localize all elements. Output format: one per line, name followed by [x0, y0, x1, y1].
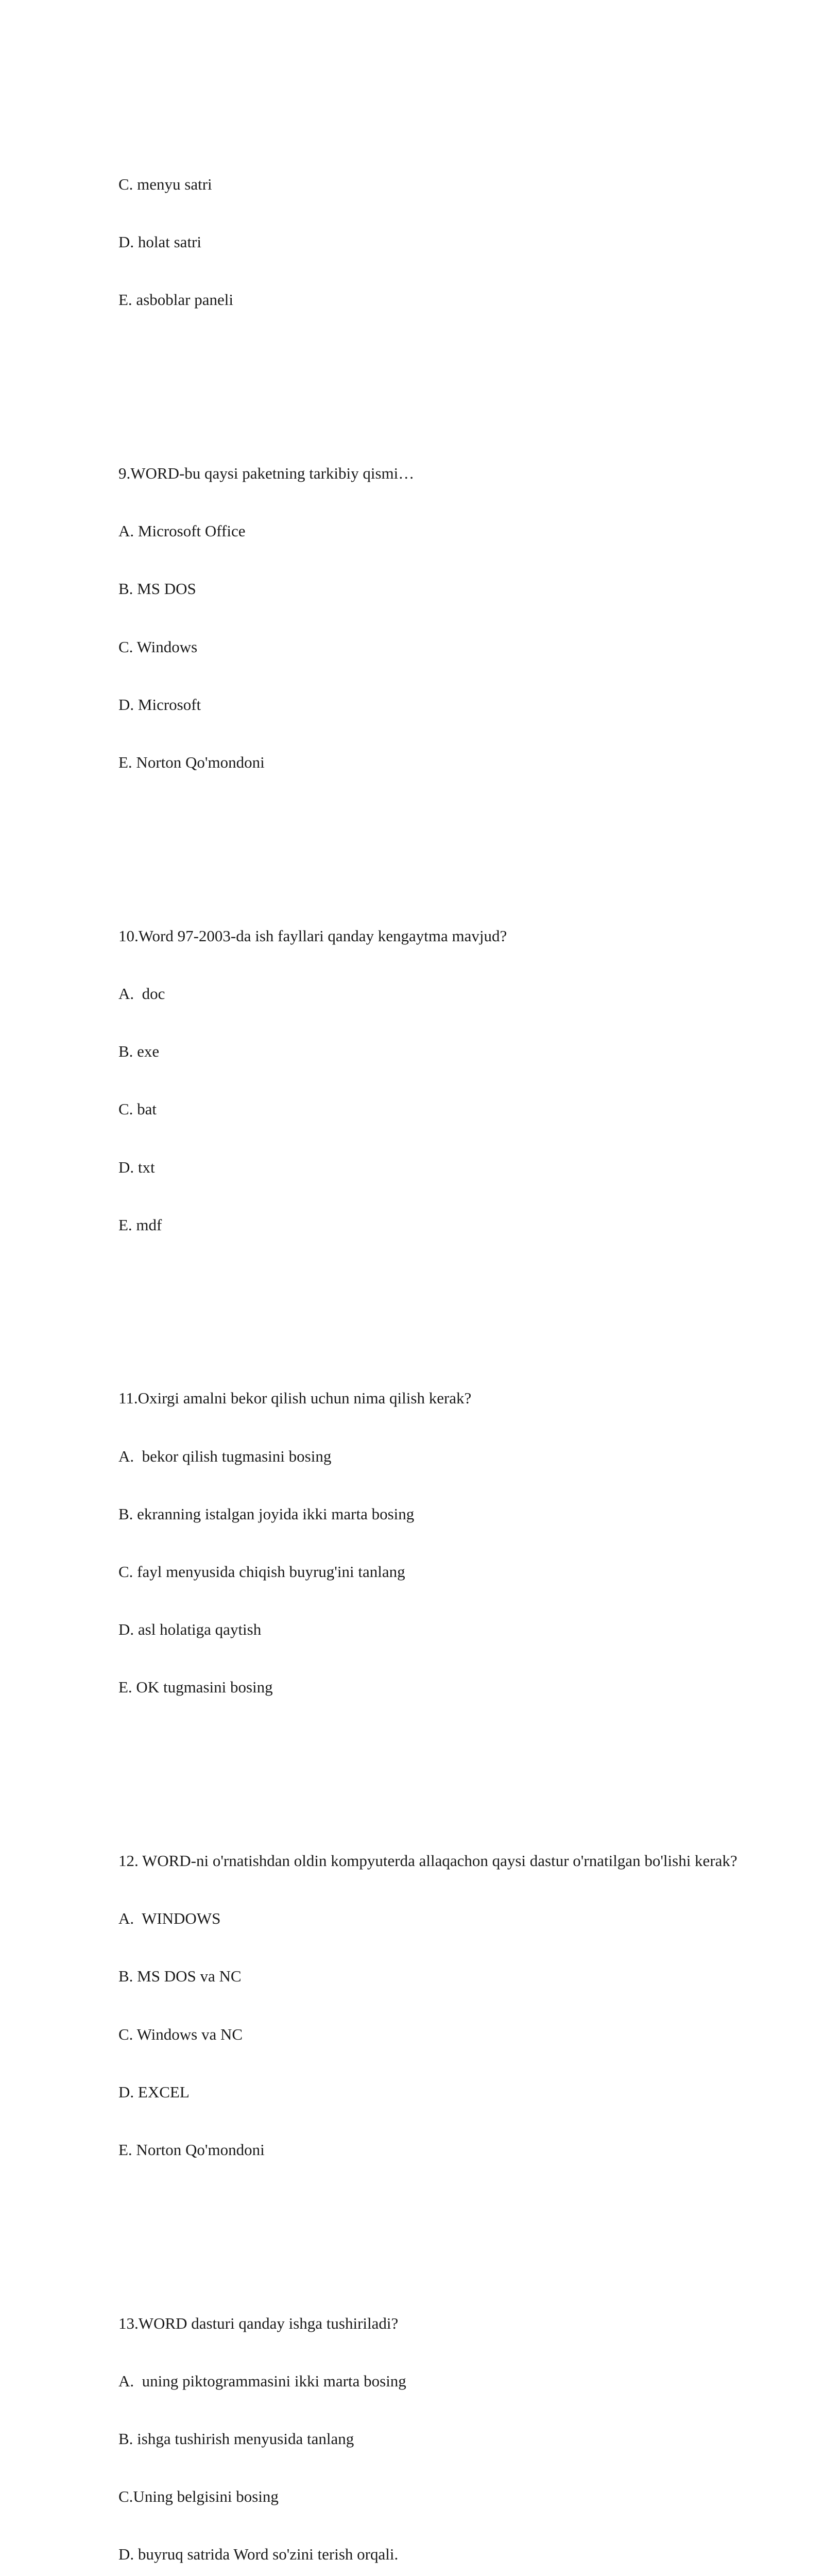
option-line: A. WINDOWS: [118, 1909, 221, 1928]
question-text: 12. WORD-ni o'rnatishdan oldin kompyuterda allaqachon qaysi dastur o'rnatilgan bo'lishi kerak?: [118, 1851, 737, 1870]
option-line: A. bekor qilish tugmasini bosing: [118, 1447, 332, 1465]
option-line: B. MS DOS: [118, 580, 196, 598]
option-line: E. Norton Qo'mondoni: [118, 753, 265, 772]
question-block-10: [118, 888, 803, 1273]
option-line: C. menyu satri: [118, 175, 212, 194]
option-line: B. ekranning istalgan joyida ikki marta bosing: [118, 1504, 415, 1523]
question-text: 10.Word 97-2003-da ish fayllari qanday kengaytma mavjud?: [118, 926, 507, 945]
option-line: C. Windows va NC: [118, 2025, 243, 2043]
question-text: 11.Oxirgi amalni bekor qilish uchun nima qilish kerak?: [118, 1389, 472, 1408]
option-line: D. EXCEL: [118, 2082, 190, 2101]
option-line: D. holat satri: [118, 233, 201, 251]
option-line: C. Windows: [118, 637, 198, 656]
option-line: E. mdf: [118, 1215, 162, 1234]
option-line: D. asl holatiga qaytish: [118, 1620, 262, 1639]
option-line: C. fayl menyusida chiqish buyrug'ini tanlang: [118, 1562, 405, 1581]
option-line: D. Microsoft: [118, 695, 201, 714]
option-line: D. txt: [118, 1158, 155, 1176]
option-line: C. bat: [118, 1100, 157, 1118]
option-line: B. MS DOS va NC: [118, 1967, 242, 1986]
question-block-11: [118, 1350, 803, 1736]
option-line: B. ishga tushirish menyusida tanlang: [118, 2430, 354, 2448]
question-block-13: [118, 2275, 803, 2576]
option-line: A. uning piktogrammasini ikki marta bosing: [118, 2371, 406, 2390]
question-block-9: [118, 425, 803, 810]
document-content: [118, 78, 803, 2576]
question-block-12: [118, 1812, 803, 2198]
option-line: A. doc: [118, 984, 165, 1003]
option-line: E. asboblar paneli: [118, 291, 233, 309]
option-line: E. Norton Qo'mondoni: [118, 2141, 265, 2159]
option-line: B. exe: [118, 1042, 160, 1061]
option-line: D. buyruq satrida Word so'zini terish orqali.: [118, 2545, 399, 2564]
option-line: E. OK tugmasini bosing: [118, 1678, 273, 1697]
question-text: 13.WORD dasturi qanday ishga tushiriladi?: [118, 2314, 399, 2332]
option-line: C.Uning belgisini bosing: [118, 2487, 279, 2506]
option-line: A. Microsoft Office: [118, 522, 246, 540]
question-text: 9.WORD-bu qaysi paketning tarkibiy qismi…: [118, 464, 415, 483]
question-block-8-continuation: [118, 136, 803, 348]
